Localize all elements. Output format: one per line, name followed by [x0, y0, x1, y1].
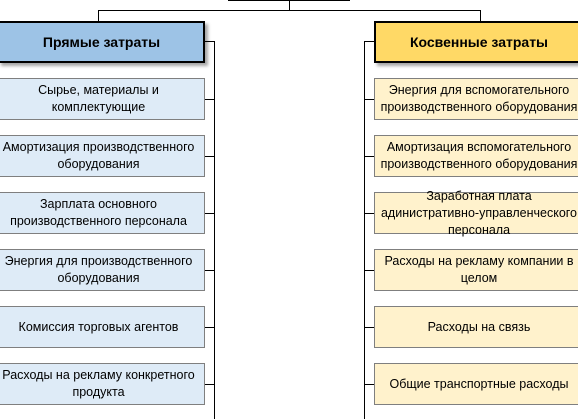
- indirect-item-connector-line: [364, 99, 374, 100]
- indirect-costs-header: [374, 21, 578, 63]
- indirect-cost-item: [374, 249, 578, 291]
- branch-left-drop-line: [98, 10, 99, 21]
- indirect-item-connector-line: [364, 270, 374, 271]
- left-spine-line: [214, 41, 215, 419]
- direct-cost-item-label: Зарплата основного производственного персонала: [10, 197, 187, 228]
- direct-cost-item: [0, 192, 205, 234]
- branch-right-drop-line: [480, 10, 481, 21]
- direct-cost-item: [0, 249, 205, 291]
- direct-item-connector-line: [205, 99, 214, 100]
- indirect-cost-item: [374, 188, 578, 237]
- root-vertical-line: [289, 0, 290, 10]
- direct-item-connector-line: [205, 156, 214, 157]
- indirect-cost-item: [374, 306, 578, 348]
- direct-item-connector-line: [205, 384, 214, 385]
- indirect-cost-item-label: Амортизация вспомогательного производственного оборудования: [380, 140, 578, 171]
- direct-item-connector-line: [205, 213, 214, 214]
- indirect-item-connector-line: [364, 384, 374, 385]
- direct-cost-item-label: Амортизация производственного оборудования: [2, 140, 195, 171]
- indirect-item-connector-line: [364, 213, 374, 214]
- indirect-cost-item-label: Расходы на рекламу компании в целом: [384, 254, 574, 285]
- direct-cost-item: [0, 306, 205, 348]
- indirect-cost-item: [374, 363, 578, 405]
- direct-cost-item: [0, 78, 205, 120]
- indirect-cost-item-label: Заработная плата адинистративно-управленческого персонала: [380, 188, 578, 237]
- direct-cost-item-label: Комиссия торговых агентов: [18, 319, 179, 334]
- direct-cost-item-label: Сырье, материалы и комплектующие: [38, 83, 159, 114]
- indirect-cost-item: [374, 135, 578, 177]
- indirect-costs-title: Косвенные затраты: [409, 34, 549, 50]
- direct-cost-item: [0, 135, 205, 177]
- indirect-cost-item-label: Энергия для вспомогательного производственного оборудования: [380, 83, 578, 114]
- direct-item-connector-line: [205, 270, 214, 271]
- branch-horizontal-line: [98, 10, 481, 11]
- direct-costs-title: Прямые затраты: [42, 34, 161, 50]
- direct-costs-header: [0, 21, 205, 63]
- direct-item-connector-line: [205, 327, 214, 328]
- direct-cost-item: [0, 363, 205, 405]
- direct-cost-item-label: Энергия для производственного оборудования: [4, 254, 193, 285]
- direct-cost-item-label: Расходы на рекламу конкретного продукта: [2, 368, 195, 399]
- indirect-item-connector-line: [364, 156, 374, 157]
- right-spine-line: [364, 41, 365, 419]
- indirect-cost-item-label: Общие транспортные расходы: [389, 376, 569, 391]
- right-header-spine-connector: [364, 41, 374, 42]
- indirect-cost-item-label: Расходы на связь: [427, 319, 531, 334]
- indirect-cost-item: [374, 78, 578, 120]
- indirect-item-connector-line: [364, 327, 374, 328]
- left-header-spine-connector: [205, 41, 214, 42]
